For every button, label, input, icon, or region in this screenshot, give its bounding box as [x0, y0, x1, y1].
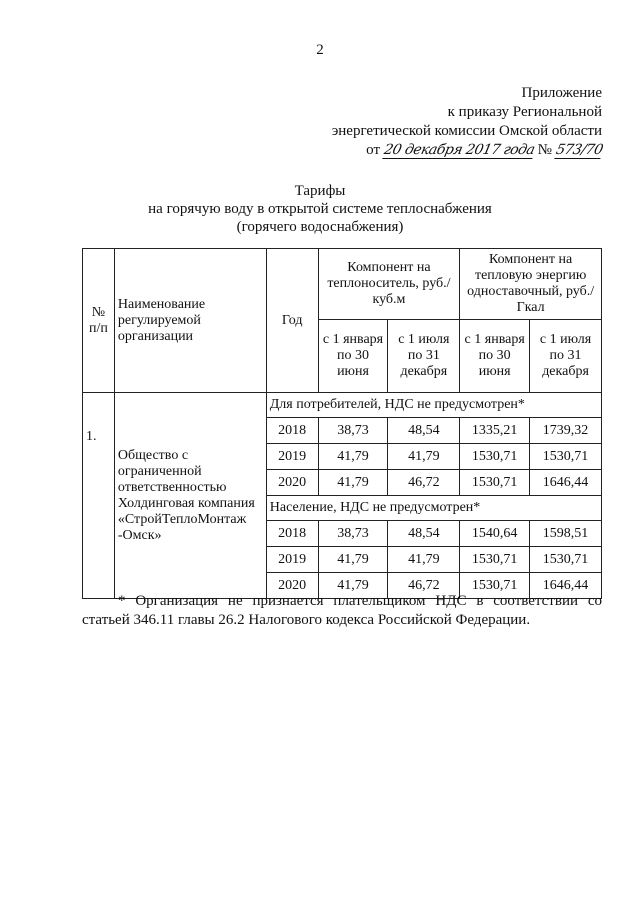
page-number: 2 — [316, 42, 324, 58]
from-prefix: от — [366, 142, 380, 158]
value-cell: 46,72 — [388, 573, 460, 599]
value-cell: 1530,71 — [460, 547, 530, 573]
year-cell: 2020 — [266, 470, 318, 496]
group-label: Население, НДС не предусмотрен* — [266, 496, 601, 521]
value-cell: 48,54 — [388, 418, 460, 444]
year-cell: 2018 — [266, 418, 318, 444]
title-line-2: на горячую воду в открытой системе теплоснабжения — [148, 201, 492, 217]
value-cell: 38,73 — [318, 521, 388, 547]
value-cell: 1530,71 — [530, 547, 602, 573]
value-cell: 1646,44 — [530, 470, 602, 496]
table-header-row — [83, 249, 602, 320]
value-cell: 41,79 — [318, 444, 388, 470]
value-cell: 41,79 — [318, 573, 388, 599]
header-heat-carrier: Компонент на теплоноситель, руб./куб.м — [318, 249, 460, 320]
value-cell: 41,79 — [318, 547, 388, 573]
group-row-consumers — [83, 393, 602, 418]
value-cell: 46,72 — [388, 470, 460, 496]
value-cell: 41,79 — [318, 470, 388, 496]
appendix-line-2: к приказу Региональной — [447, 104, 602, 120]
value-cell: 1530,71 — [530, 444, 602, 470]
value-cell: 38,73 — [318, 418, 388, 444]
value-cell: 1540,64 — [460, 521, 530, 547]
header-he-period-1: с 1 января по 30 июня — [460, 320, 530, 393]
value-cell: 1598,51 — [530, 521, 602, 547]
header-year: Год — [266, 249, 318, 393]
year-cell: 2019 — [266, 444, 318, 470]
year-cell: 2019 — [266, 547, 318, 573]
row-number: 1. — [83, 393, 115, 599]
header-heat-energy: Компонент на тепловую энергию одноставочный, руб./Гкал — [460, 249, 602, 320]
value-cell: 41,79 — [388, 444, 460, 470]
header-hc-period-1: с 1 января по 30 июня — [318, 320, 388, 393]
value-cell: 41,79 — [388, 547, 460, 573]
header-num: № п/п — [83, 249, 115, 393]
appendix-line-3: энергетической комиссии Омской области — [331, 123, 602, 139]
value-cell: 1739,32 — [530, 418, 602, 444]
organization-name: Общество с ограниченной ответственностью Холдинговая компания «СтройТеплоМонтаж -Омск» — [114, 393, 266, 599]
header-he-period-2: с 1 июля по 31 декабря — [530, 320, 602, 393]
footnote: * Организация не признается плательщиком НДС в соответствии со статьей 346.11 главы 26.2 Налогового кодекса Российской Федерации. — [82, 593, 602, 628]
value-cell: 1530,71 — [460, 573, 530, 599]
header-hc-period-2: с 1 июля по 31 декабря — [388, 320, 460, 393]
value-cell: 1530,71 — [460, 444, 530, 470]
number-sign: № — [537, 142, 552, 158]
appendix-line-1: Приложение — [521, 85, 602, 101]
order-date-number-line — [332, 141, 602, 160]
handwritten-date: 20 декабря 2017 года — [382, 142, 536, 158]
title-line-1: Тарифы — [294, 183, 346, 199]
value-cell: 1530,71 — [460, 470, 530, 496]
tariffs-table — [82, 248, 602, 599]
value-cell: 1335,21 — [460, 418, 530, 444]
appendix-block — [332, 84, 602, 160]
year-cell: 2020 — [266, 573, 318, 599]
header-org: Наименование регулируемой организации — [114, 249, 266, 393]
document-title — [0, 182, 640, 236]
value-cell: 1646,44 — [530, 573, 602, 599]
title-line-3: (горячего водоснабжения) — [236, 219, 404, 235]
year-cell: 2018 — [266, 521, 318, 547]
value-cell: 48,54 — [388, 521, 460, 547]
group-label: Для потребителей, НДС не предусмотрен* — [266, 393, 601, 418]
handwritten-number: 573/70 — [554, 142, 604, 158]
